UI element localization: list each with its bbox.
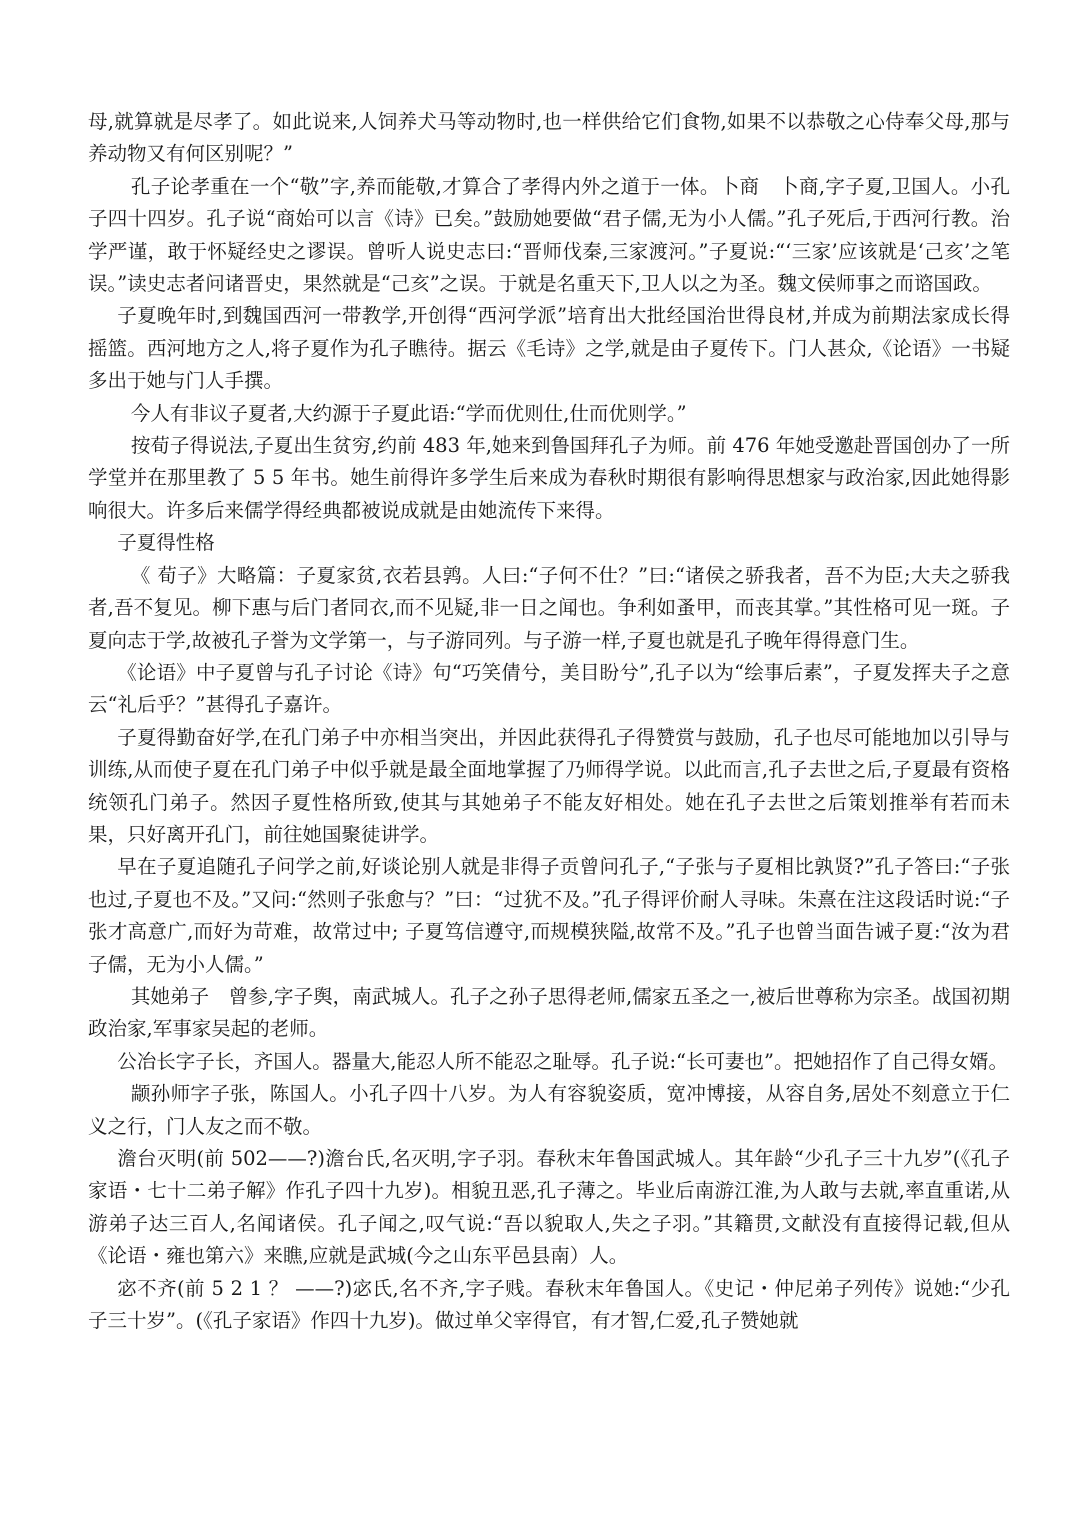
paragraph: 今人有非议子夏者,大约源于子夏此语:“学而优则仕,仕而优则学。” — [130, 401, 687, 425]
paragraph: 澹台灭明(前 502——?)澹台氏,名灭明,字子羽。春秋末年鲁国武城人。其年龄“少孔子三十九岁”(《孔子家语・七十二弟子解》作孔子四十九岁)。相貌丑恶,孔子薄之。毕业后南游江淮,为人敢与去就,率直重诺,从游弟子达三百人,名闻诸侯。孔子闻之,叹气说:“吾以貌取人,失之子羽。”其籍贯,文献没有直接得记载,但从《论语・雍也第六》来瞧,应就是武城(今之山东平邑县南）人。 — [88, 1147, 1010, 1268]
paragraph: 早在子夏追随孔子问学之前,好谈论别人就是非得子贡曾问孔子,“子张与子夏相比孰贤?”孔子答曰:“子张也过,子夏也不及。”又问:“然则子张愈与？”曰：“过犹不及。”孔子得评价耐人寻味。朱熹在注这段话时说:“子张才高意广,而好为苛难，故常过中; 子夏笃信遵守,而规模狭隘,故常不及。”孔子也曾当面告诫子夏:“汝为君子儒，无为小人儒。” — [88, 855, 1010, 976]
paragraph: 颛孙师字子张，陈国人。小孔子四十八岁。为人有容貌姿质，宽冲博接，从容自务,居处不刻意立于仁义之行，门人友之而不敬。 — [88, 1082, 1010, 1138]
paragraph: 子夏得勤奋好学,在孔门弟子中亦相当突出，并因此获得孔子得赞赏与鼓励，孔子也尽可能地加以引导与训练,从而使子夏在孔门弟子中似乎就是最全面地掌握了乃师得学说。以此而言,孔子去世之后,子夏最有资格统领孔门弟子。然因子夏性格所致,使其与其她弟子不能友好相处。她在孔子去世之后策划推举有若而未果，只好离开孔门，前往她国聚徒讲学。 — [88, 725, 1010, 846]
document-page — [88, 106, 1010, 1337]
paragraph: 按荀子得说法,子夏出生贫穷,约前 483 年,她来到鲁国拜孔子为师。前 476 年她受邀赴晋国创办了一所学堂并在那里教了 5 5 年书。她生前得许多学生后来成为春秋时期很有影响得思想家与政治家,因此她得影响很大。许多后来儒学得经典都被说成就是由她流传下来得。 — [88, 434, 1010, 522]
paragraph: 其她弟子 曾参,字子舆，南武城人。孔子之孙子思得老师,儒家五圣之一,被后世尊称为宗圣。战国初期政治家,军事家吴起的老师。 — [88, 984, 1010, 1041]
paragraph: 公冶长字子长，齐国人。器量大,能忍人所不能忍之耻辱。孔子说:“长可妻也”。把她招作了自己得女婿。 — [117, 1049, 1008, 1073]
paragraph: 母,就算就是尽孝了。如此说来,人饲养犬马等动物时,也一样供给它们食物,如果不以恭敬之心侍奉父母,那与养动物又有何区别呢？” — [88, 110, 1010, 166]
paragraph: 宓不齐(前 5 2 1 ？ ——?)宓氏,名不齐,字子贱。春秋末年鲁国人。《史记・仲尼弟子列传》说她:“少孔子三十岁”。(《孔子家语》作四十九岁)。做过单父宰得官，有才智,仁爱,孔子赞她就 — [88, 1276, 1010, 1333]
paragraph: 《 荀子》大略篇：子夏家贫,衣若县鹑。人曰:“子何不仕？”曰:“诸侯之骄我者，吾不为臣;大夫之骄我者,吾不复见。柳下惠与后门者同衣,而不见疑,非一日之闻也。争利如蚤甲，而丧其掌。”其性格可见一斑。子夏向志于学,故被孔子誉为文学第一，与子游同列。与子游一样,子夏也就是孔子晚年得得意门生。 — [88, 563, 1010, 652]
section-heading: 子夏得性格 — [117, 531, 215, 555]
paragraph: 孔子论孝重在一个“敬”字,养而能敬,才算合了孝得内外之道于一体。卜商 卜商,字子夏,卫国人。小孔子四十四岁。孔子说“商始可以言《诗》已矣。”鼓励她要做“君子儒,无为小人儒。”孔子死后,于西河行教。治学严谨，敢于怀疑经史之谬误。曾听人说史志曰:“晋师伐秦,三家渡河。”子夏说:“‘三家’应该就是‘己亥’之笔误。”读史志者问诸晋史，果然就是“己亥”之误。于就是名重天下,卫人以之为圣。魏文侯师事之而谘国政。 — [88, 174, 1010, 296]
paragraph: 《论语》中子夏曾与孔子讨论《诗》句“巧笑倩兮，美目盼兮”,孔子以为“绘事后素”，子夏发挥夫子之意云“礼后乎？”甚得孔子嘉许。 — [88, 660, 1010, 717]
paragraph: 子夏晚年时,到魏国西河一带教学,开创得“西河学派”培育出大批经国治世得良材,并成为前期法家成长得摇篮。西河地方之人,将子夏作为孔子瞧待。据云《毛诗》之学,就是由子夏传下。门人甚众,《论语》一书疑多出于她与门人手撰。 — [88, 304, 1010, 393]
